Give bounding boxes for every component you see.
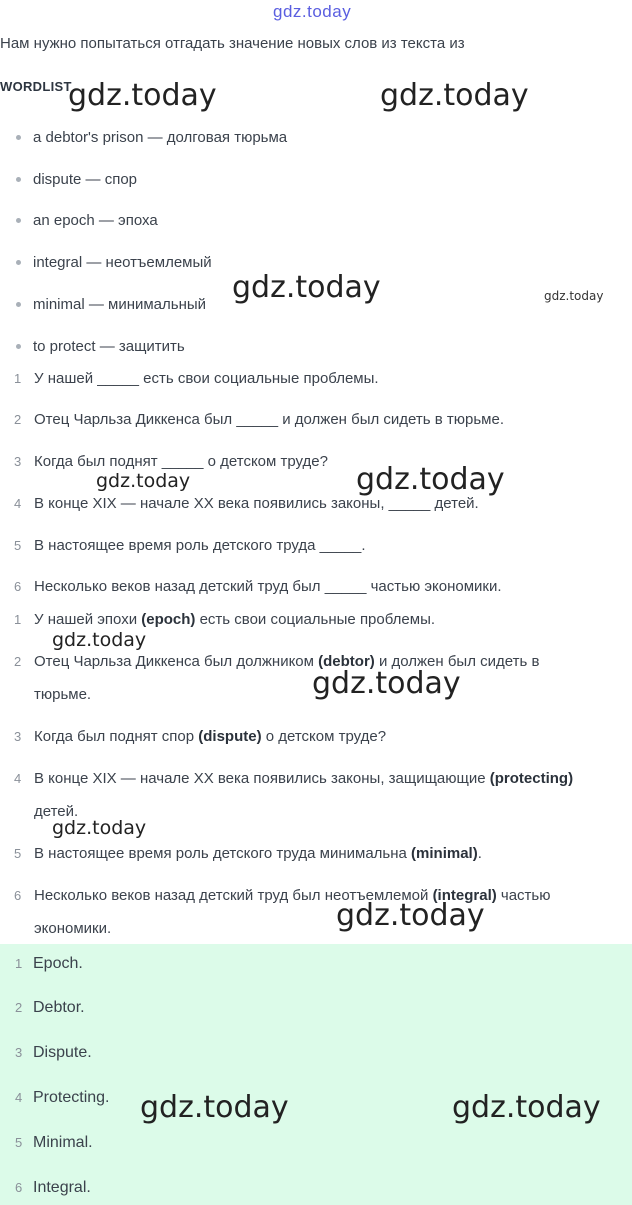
header-watermark: gdz.today [273, 2, 352, 21]
solution-item: 5 В настоящее время роль детского труда минимальна (minimal). [14, 845, 482, 862]
wordlist-item: a debtor's prison — долговая тюрьма [16, 129, 287, 146]
watermark: gdz.today [380, 78, 529, 113]
bullet-icon [16, 344, 21, 349]
task-item: 1 У нашей _____ есть свои социальные проблемы. [14, 370, 379, 387]
watermark: gdz.today [232, 270, 381, 305]
watermark: gdz.today [544, 289, 604, 303]
solution-continuation: экономики. [34, 920, 112, 937]
bullet-icon [16, 302, 21, 307]
watermark: gdz.today [336, 898, 485, 933]
watermark: gdz.today [452, 1090, 601, 1125]
watermark: gdz.today [312, 666, 461, 701]
watermark: gdz.today [96, 470, 191, 492]
solution-item: 3 Когда был поднят спор (dispute) о детском труде? [14, 728, 387, 745]
solution-item: 6 Несколько веков назад детский труд был неотъемлемой (integral) частью [14, 887, 551, 904]
wordlist-item: dispute — спор [16, 171, 137, 188]
answer-item: 5 Minimal. [15, 1134, 93, 1151]
task-item: 2 Отец Чарльза Диккенса был _____ и должен был сидеть в тюрьме. [14, 411, 504, 428]
solution-item: 2 Отец Чарльза Диккенса был должником (debtor) и должен был сидеть в [14, 653, 540, 670]
answers-panel [0, 944, 632, 1205]
solution-continuation: детей. [34, 803, 79, 820]
bullet-icon [16, 260, 21, 265]
answer-item: 2 Debtor. [15, 999, 85, 1016]
solution-continuation: тюрьме. [34, 686, 92, 703]
watermark: gdz.today [52, 629, 147, 651]
watermark: gdz.today [356, 462, 505, 497]
task-item: 5 В настоящее время роль детского труда _____. [14, 537, 366, 554]
answer-item: 3 Dispute. [15, 1044, 92, 1061]
bullet-icon [16, 135, 21, 140]
intro-text: Нам нужно попытаться отгадать значение новых слов из текста из [0, 35, 465, 52]
task-item: 4 В конце XIX — начале XX века появились законы, _____ детей. [14, 495, 479, 512]
watermark: gdz.today [52, 817, 147, 839]
answer-item: 4 Protecting. [15, 1089, 110, 1106]
wordlist-item: to protect — защитить [16, 338, 185, 355]
wordlist-heading: WORDLIST [0, 79, 72, 94]
wordlist-item: an epoch — эпоха [16, 212, 158, 229]
wordlist-item: minimal — минимальный [16, 296, 206, 313]
solution-item: 1 У нашей эпохи (epoch) есть свои социальные проблемы. [14, 611, 436, 628]
bullet-icon [16, 177, 21, 182]
watermark: gdz.today [68, 78, 217, 113]
answer-item: 1 Epoch. [15, 955, 83, 972]
answer-item: 6 Integral. [15, 1179, 91, 1196]
wordlist-item: integral — неотъемлемый [16, 254, 212, 271]
watermark: gdz.today [140, 1090, 289, 1125]
bullet-icon [16, 218, 21, 223]
task-item: 3 Когда был поднят _____ о детском труде? [14, 453, 328, 470]
task-item: 6 Несколько веков назад детский труд был _____ частью экономики. [14, 578, 502, 595]
solution-item: 4 В конце XIX — начале XX века появились законы, защищающие (protecting) [14, 770, 574, 787]
